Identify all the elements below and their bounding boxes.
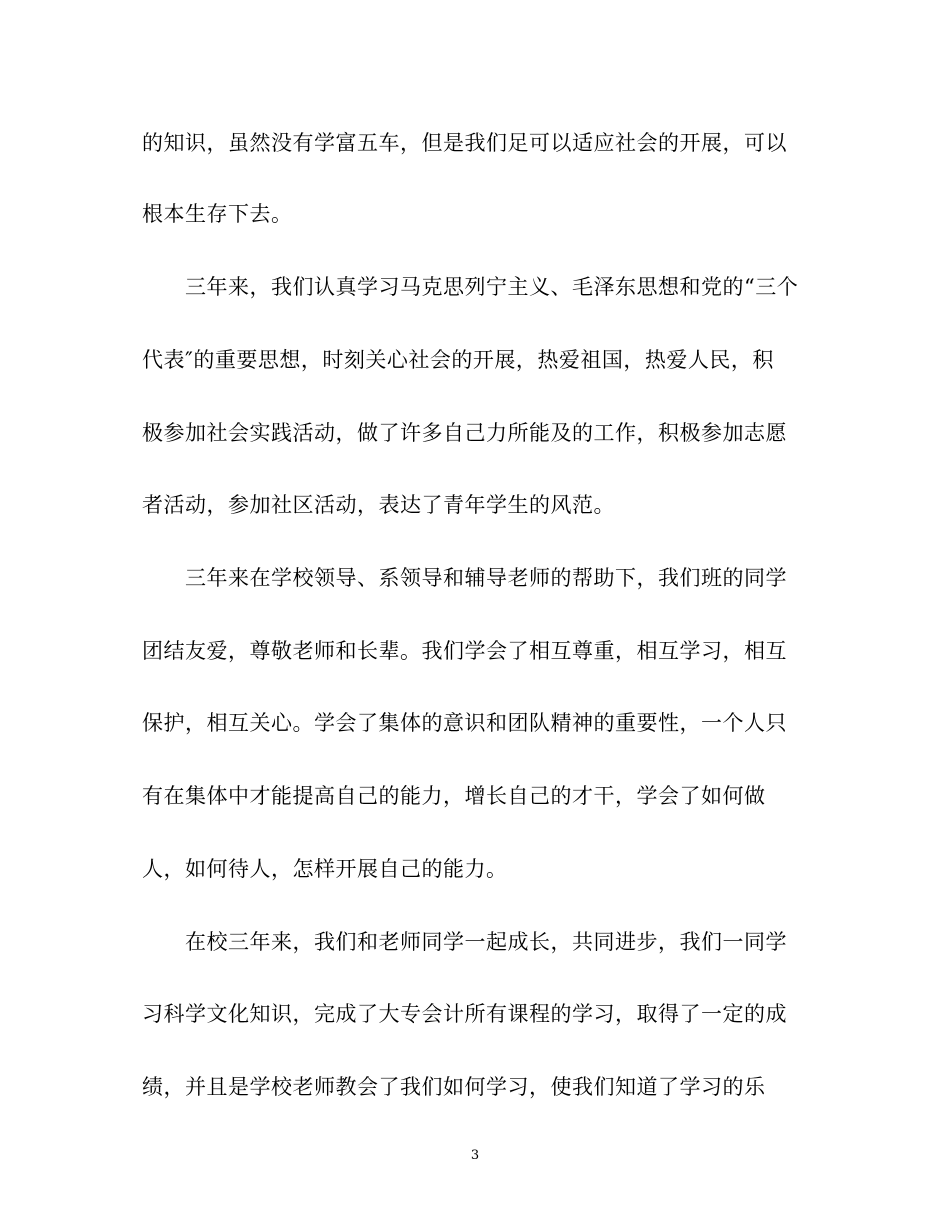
text-line: 的知识，虽然没有学富五车，但是我们足可以适应社会的开展，可以 [142,131,787,155]
text-line: 三年来，我们认真学习马克思列宁主义、毛泽东思想和党的“三个 [142,275,799,299]
text-line: 者活动，参加社区活动，表达了青年学生的风范。 [142,493,615,517]
text-line: 极参加社会实践活动，做了许多自己力所能及的工作，积极参加志愿 [142,421,787,445]
text-line: 人，如何待人，怎样开展自己的能力。 [142,857,508,881]
text-line: 三年来在学校领导、系领导和辅导老师的帮助下，我们班的同学 [142,566,787,590]
text-line: 根本生存下去。 [142,202,293,226]
text-line: 代表″的重要思想，时刻关心社会的开展，热爱祖国，热爱人民，积 [142,348,774,372]
page-number: 3 [470,1148,480,1163]
text-line: 习科学文化知识，完成了大专会计所有课程的学习，取得了一定的成 [142,1002,787,1026]
text-line: 绩，并且是学校老师教会了我们如何学习，使我们知道了学习的乐 [142,1075,766,1099]
text-line: 保护，相互关心。学会了集体的意识和团队精神的重要性，一个人只 [142,711,787,735]
text-line: 团结友爱，尊敬老师和长辈。我们学会了相互尊重，相互学习，相互 [142,639,787,663]
text-line: 在校三年来，我们和老师同学一起成长，共同进步，我们一同学 [142,930,787,954]
text-line: 有在集体中才能提高自己的能力，增长自己的才干，学会了如何做 [142,784,766,808]
